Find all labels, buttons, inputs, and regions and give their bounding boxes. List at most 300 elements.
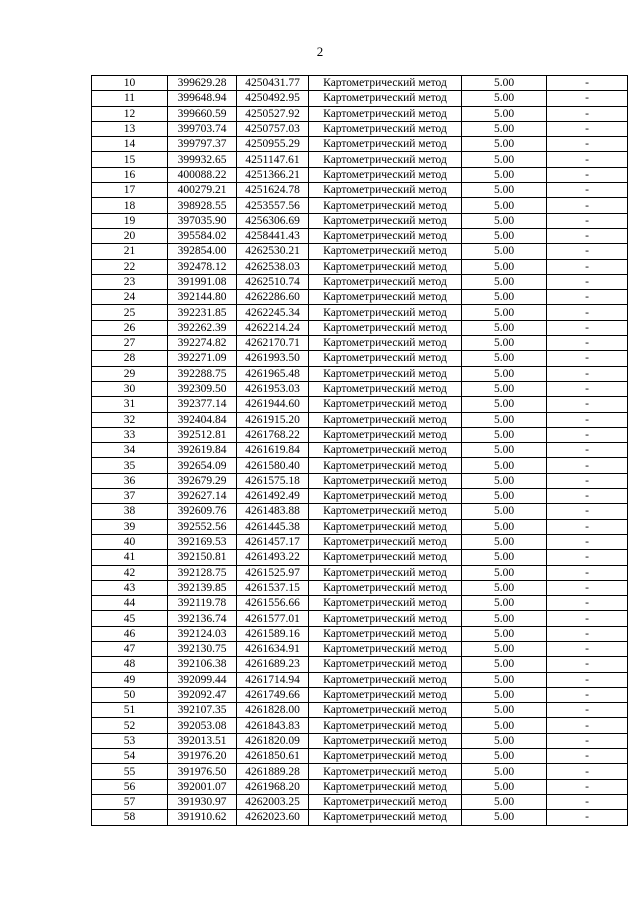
precision-cell: 5.00	[462, 641, 547, 656]
coordinate-y-cell: 4251624.78	[237, 183, 309, 198]
point-number-cell: 47	[92, 641, 168, 656]
table-row	[92, 121, 628, 136]
coordinate-x-cell: 392128.75	[168, 565, 237, 580]
point-number-cell: 28	[92, 351, 168, 366]
method-cell: Картометрический метод	[309, 320, 462, 335]
method-cell: Картометрический метод	[309, 672, 462, 687]
precision-cell: 5.00	[462, 611, 547, 626]
coordinate-y-cell: 4261968.20	[237, 779, 309, 794]
table-row	[92, 626, 628, 641]
precision-cell: 5.00	[462, 213, 547, 228]
method-cell: Картометрический метод	[309, 121, 462, 136]
point-number-cell: 38	[92, 504, 168, 519]
coordinate-x-cell: 392854.00	[168, 244, 237, 259]
coordinate-x-cell: 392552.56	[168, 519, 237, 534]
description-cell: -	[547, 381, 628, 396]
coordinate-y-cell: 4262023.60	[237, 810, 309, 825]
point-number-cell: 41	[92, 550, 168, 565]
precision-cell: 5.00	[462, 397, 547, 412]
precision-cell: 5.00	[462, 810, 547, 825]
table-row	[92, 91, 628, 106]
description-cell: -	[547, 336, 628, 351]
method-cell: Картометрический метод	[309, 213, 462, 228]
precision-cell: 5.00	[462, 244, 547, 259]
coordinate-x-cell: 392404.84	[168, 412, 237, 427]
coordinate-x-cell: 392107.35	[168, 703, 237, 718]
coordinate-x-cell: 392124.03	[168, 626, 237, 641]
coordinate-y-cell: 4261689.23	[237, 657, 309, 672]
coordinate-y-cell: 4250757.03	[237, 121, 309, 136]
coordinate-x-cell: 392092.47	[168, 687, 237, 702]
table-row	[92, 305, 628, 320]
coordinate-y-cell: 4261575.18	[237, 473, 309, 488]
coordinate-y-cell: 4261580.40	[237, 458, 309, 473]
precision-cell: 5.00	[462, 427, 547, 442]
precision-cell: 5.00	[462, 152, 547, 167]
description-cell: -	[547, 641, 628, 656]
coordinate-x-cell: 391991.08	[168, 274, 237, 289]
coordinate-x-cell: 399797.37	[168, 137, 237, 152]
table-row	[92, 183, 628, 198]
coordinate-y-cell: 4261556.66	[237, 596, 309, 611]
coordinate-y-cell: 4261843.83	[237, 718, 309, 733]
description-cell: -	[547, 244, 628, 259]
point-number-cell: 25	[92, 305, 168, 320]
coordinate-y-cell: 4261749.66	[237, 687, 309, 702]
method-cell: Картометрический метод	[309, 611, 462, 626]
coordinate-y-cell: 4250431.77	[237, 76, 309, 91]
method-cell: Картометрический метод	[309, 534, 462, 549]
coordinate-y-cell: 4250492.95	[237, 91, 309, 106]
point-number-cell: 15	[92, 152, 168, 167]
coordinate-y-cell: 4261850.61	[237, 749, 309, 764]
method-cell: Картометрический метод	[309, 779, 462, 794]
coordinate-x-cell: 392119.78	[168, 596, 237, 611]
coordinate-y-cell: 4261457.17	[237, 534, 309, 549]
description-cell: -	[547, 213, 628, 228]
point-number-cell: 26	[92, 320, 168, 335]
method-cell: Картометрический метод	[309, 106, 462, 121]
table-row	[92, 534, 628, 549]
method-cell: Картометрический метод	[309, 259, 462, 274]
description-cell: -	[547, 137, 628, 152]
table-row	[92, 565, 628, 580]
description-cell: -	[547, 672, 628, 687]
method-cell: Картометрический метод	[309, 137, 462, 152]
method-cell: Картометрический метод	[309, 657, 462, 672]
coordinate-x-cell: 399648.94	[168, 91, 237, 106]
description-cell: -	[547, 489, 628, 504]
coordinate-x-cell: 392130.75	[168, 641, 237, 656]
coordinate-y-cell: 4262214.24	[237, 320, 309, 335]
coordinate-x-cell: 392309.50	[168, 381, 237, 396]
table-row	[92, 687, 628, 702]
coordinate-y-cell: 4261915.20	[237, 412, 309, 427]
precision-cell: 5.00	[462, 228, 547, 243]
coordinate-x-cell: 392099.44	[168, 672, 237, 687]
coordinates-table-body	[92, 76, 628, 826]
table-row	[92, 764, 628, 779]
coordinate-y-cell: 4261965.48	[237, 366, 309, 381]
point-number-cell: 14	[92, 137, 168, 152]
precision-cell: 5.00	[462, 565, 547, 580]
coordinate-x-cell: 392271.09	[168, 351, 237, 366]
table-row	[92, 749, 628, 764]
description-cell: -	[547, 274, 628, 289]
coordinate-y-cell: 4261828.00	[237, 703, 309, 718]
point-number-cell: 54	[92, 749, 168, 764]
method-cell: Картометрический метод	[309, 473, 462, 488]
coordinate-y-cell: 4261525.97	[237, 565, 309, 580]
table-row	[92, 167, 628, 182]
description-cell: -	[547, 351, 628, 366]
coordinate-y-cell: 4261537.15	[237, 580, 309, 595]
coordinate-x-cell: 400279.21	[168, 183, 237, 198]
point-number-cell: 57	[92, 794, 168, 809]
coordinate-x-cell: 399629.28	[168, 76, 237, 91]
table-row	[92, 504, 628, 519]
point-number-cell: 23	[92, 274, 168, 289]
method-cell: Картометрический метод	[309, 183, 462, 198]
coordinate-y-cell: 4261889.28	[237, 764, 309, 779]
description-cell: -	[547, 152, 628, 167]
method-cell: Картометрический метод	[309, 519, 462, 534]
method-cell: Картометрический метод	[309, 458, 462, 473]
table-row	[92, 473, 628, 488]
description-cell: -	[547, 794, 628, 809]
coordinate-x-cell: 392106.38	[168, 657, 237, 672]
precision-cell: 5.00	[462, 703, 547, 718]
coordinate-x-cell: 392053.08	[168, 718, 237, 733]
coordinate-x-cell: 391910.62	[168, 810, 237, 825]
precision-cell: 5.00	[462, 764, 547, 779]
coordinate-x-cell: 392679.29	[168, 473, 237, 488]
method-cell: Картометрический метод	[309, 290, 462, 305]
description-cell: -	[547, 228, 628, 243]
point-number-cell: 27	[92, 336, 168, 351]
point-number-cell: 52	[92, 718, 168, 733]
method-cell: Картометрический метод	[309, 749, 462, 764]
precision-cell: 5.00	[462, 259, 547, 274]
point-number-cell: 22	[92, 259, 168, 274]
table-row	[92, 672, 628, 687]
table-row	[92, 794, 628, 809]
coordinate-y-cell: 4261577.01	[237, 611, 309, 626]
coordinate-x-cell: 392001.07	[168, 779, 237, 794]
method-cell: Картометрический метод	[309, 244, 462, 259]
coordinate-y-cell: 4262286.60	[237, 290, 309, 305]
table-row	[92, 580, 628, 595]
point-number-cell: 44	[92, 596, 168, 611]
precision-cell: 5.00	[462, 320, 547, 335]
coordinate-y-cell: 4261492.49	[237, 489, 309, 504]
precision-cell: 5.00	[462, 749, 547, 764]
description-cell: -	[547, 779, 628, 794]
table-row	[92, 397, 628, 412]
description-cell: -	[547, 657, 628, 672]
method-cell: Картометрический метод	[309, 366, 462, 381]
table-row	[92, 596, 628, 611]
precision-cell: 5.00	[462, 305, 547, 320]
coordinate-x-cell: 392150.81	[168, 550, 237, 565]
coordinate-x-cell: 392262.39	[168, 320, 237, 335]
description-cell: -	[547, 183, 628, 198]
method-cell: Картометрический метод	[309, 810, 462, 825]
table-row	[92, 412, 628, 427]
coordinate-y-cell: 4262003.25	[237, 794, 309, 809]
method-cell: Картометрический метод	[309, 167, 462, 182]
coordinate-x-cell: 392288.75	[168, 366, 237, 381]
coordinate-y-cell: 4253557.56	[237, 198, 309, 213]
point-number-cell: 56	[92, 779, 168, 794]
table-row	[92, 519, 628, 534]
coordinate-x-cell: 392139.85	[168, 580, 237, 595]
description-cell: -	[547, 810, 628, 825]
point-number-cell: 12	[92, 106, 168, 121]
precision-cell: 5.00	[462, 121, 547, 136]
description-cell: -	[547, 320, 628, 335]
method-cell: Картометрический метод	[309, 733, 462, 748]
method-cell: Картометрический метод	[309, 504, 462, 519]
precision-cell: 5.00	[462, 550, 547, 565]
table-row	[92, 106, 628, 121]
point-number-cell: 39	[92, 519, 168, 534]
precision-cell: 5.00	[462, 489, 547, 504]
description-cell: -	[547, 764, 628, 779]
coordinate-y-cell: 4258441.43	[237, 228, 309, 243]
coordinate-y-cell: 4261944.60	[237, 397, 309, 412]
description-cell: -	[547, 91, 628, 106]
coordinate-y-cell: 4262510.74	[237, 274, 309, 289]
coordinate-y-cell: 4261493.22	[237, 550, 309, 565]
precision-cell: 5.00	[462, 794, 547, 809]
coordinate-x-cell: 400088.22	[168, 167, 237, 182]
description-cell: -	[547, 259, 628, 274]
description-cell: -	[547, 703, 628, 718]
precision-cell: 5.00	[462, 198, 547, 213]
method-cell: Картометрический метод	[309, 764, 462, 779]
coordinate-x-cell: 391930.97	[168, 794, 237, 809]
table-row	[92, 611, 628, 626]
table-row	[92, 550, 628, 565]
coordinate-x-cell: 392478.12	[168, 259, 237, 274]
precision-cell: 5.00	[462, 351, 547, 366]
description-cell: -	[547, 534, 628, 549]
table-row	[92, 366, 628, 381]
coordinate-y-cell: 4261483.88	[237, 504, 309, 519]
point-number-cell: 10	[92, 76, 168, 91]
precision-cell: 5.00	[462, 626, 547, 641]
method-cell: Картометрический метод	[309, 550, 462, 565]
point-number-cell: 45	[92, 611, 168, 626]
coordinate-y-cell: 4256306.69	[237, 213, 309, 228]
table-row	[92, 137, 628, 152]
coordinate-x-cell: 392144.80	[168, 290, 237, 305]
coordinate-x-cell: 392136.74	[168, 611, 237, 626]
description-cell: -	[547, 596, 628, 611]
description-cell: -	[547, 626, 628, 641]
coordinate-y-cell: 4251366.21	[237, 167, 309, 182]
point-number-cell: 40	[92, 534, 168, 549]
table-row	[92, 152, 628, 167]
point-number-cell: 20	[92, 228, 168, 243]
table-row	[92, 320, 628, 335]
table-row	[92, 810, 628, 825]
description-cell: -	[547, 167, 628, 182]
method-cell: Картометрический метод	[309, 381, 462, 396]
coordinate-y-cell: 4261619.84	[237, 443, 309, 458]
precision-cell: 5.00	[462, 183, 547, 198]
point-number-cell: 18	[92, 198, 168, 213]
description-cell: -	[547, 565, 628, 580]
table-row	[92, 244, 628, 259]
description-cell: -	[547, 305, 628, 320]
point-number-cell: 42	[92, 565, 168, 580]
coordinate-x-cell: 398928.55	[168, 198, 237, 213]
precision-cell: 5.00	[462, 657, 547, 672]
table-row	[92, 274, 628, 289]
table-row	[92, 458, 628, 473]
coordinate-x-cell: 392377.14	[168, 397, 237, 412]
coordinate-y-cell: 4262530.21	[237, 244, 309, 259]
point-number-cell: 21	[92, 244, 168, 259]
description-cell: -	[547, 290, 628, 305]
precision-cell: 5.00	[462, 381, 547, 396]
coordinate-x-cell: 395584.02	[168, 228, 237, 243]
coordinate-x-cell: 397035.90	[168, 213, 237, 228]
precision-cell: 5.00	[462, 733, 547, 748]
description-cell: -	[547, 718, 628, 733]
point-number-cell: 16	[92, 167, 168, 182]
point-number-cell: 36	[92, 473, 168, 488]
method-cell: Картометрический метод	[309, 305, 462, 320]
precision-cell: 5.00	[462, 473, 547, 488]
coordinate-x-cell: 392619.84	[168, 443, 237, 458]
coordinate-x-cell: 391976.20	[168, 749, 237, 764]
method-cell: Картометрический метод	[309, 198, 462, 213]
coordinate-x-cell: 391976.50	[168, 764, 237, 779]
description-cell: -	[547, 412, 628, 427]
precision-cell: 5.00	[462, 779, 547, 794]
table-row	[92, 641, 628, 656]
page-number: 2	[316, 44, 324, 59]
table-row	[92, 718, 628, 733]
precision-cell: 5.00	[462, 534, 547, 549]
coordinate-x-cell: 392013.51	[168, 733, 237, 748]
precision-cell: 5.00	[462, 580, 547, 595]
method-cell: Картометрический метод	[309, 794, 462, 809]
point-number-cell: 50	[92, 687, 168, 702]
precision-cell: 5.00	[462, 519, 547, 534]
method-cell: Картометрический метод	[309, 580, 462, 595]
coordinate-x-cell: 392609.76	[168, 504, 237, 519]
description-cell: -	[547, 366, 628, 381]
method-cell: Картометрический метод	[309, 565, 462, 580]
coordinate-y-cell: 4261634.91	[237, 641, 309, 656]
table-row	[92, 228, 628, 243]
point-number-cell: 48	[92, 657, 168, 672]
table-row	[92, 351, 628, 366]
point-number-cell: 30	[92, 381, 168, 396]
table-row	[92, 733, 628, 748]
table-row	[92, 381, 628, 396]
point-number-cell: 53	[92, 733, 168, 748]
description-cell: -	[547, 687, 628, 702]
point-number-cell: 58	[92, 810, 168, 825]
coordinate-y-cell: 4251147.61	[237, 152, 309, 167]
coordinate-x-cell: 392231.85	[168, 305, 237, 320]
precision-cell: 5.00	[462, 718, 547, 733]
point-number-cell: 35	[92, 458, 168, 473]
point-number-cell: 19	[92, 213, 168, 228]
coordinate-y-cell: 4261993.50	[237, 351, 309, 366]
method-cell: Картометрический метод	[309, 443, 462, 458]
description-cell: -	[547, 121, 628, 136]
description-cell: -	[547, 504, 628, 519]
table-row	[92, 290, 628, 305]
point-number-cell: 37	[92, 489, 168, 504]
coordinate-y-cell: 4250527.92	[237, 106, 309, 121]
description-cell: -	[547, 733, 628, 748]
table-row	[92, 427, 628, 442]
description-cell: -	[547, 397, 628, 412]
description-cell: -	[547, 749, 628, 764]
table-row	[92, 489, 628, 504]
point-number-cell: 31	[92, 397, 168, 412]
coordinate-y-cell: 4261714.94	[237, 672, 309, 687]
description-cell: -	[547, 427, 628, 442]
description-cell: -	[547, 198, 628, 213]
method-cell: Картометрический метод	[309, 274, 462, 289]
point-number-cell: 51	[92, 703, 168, 718]
coordinate-x-cell: 392627.14	[168, 489, 237, 504]
method-cell: Картометрический метод	[309, 427, 462, 442]
table-row	[92, 779, 628, 794]
point-number-cell: 11	[92, 91, 168, 106]
precision-cell: 5.00	[462, 91, 547, 106]
method-cell: Картометрический метод	[309, 152, 462, 167]
method-cell: Картометрический метод	[309, 91, 462, 106]
description-cell: -	[547, 519, 628, 534]
precision-cell: 5.00	[462, 458, 547, 473]
precision-cell: 5.00	[462, 290, 547, 305]
method-cell: Картометрический метод	[309, 687, 462, 702]
precision-cell: 5.00	[462, 366, 547, 381]
table-row	[92, 703, 628, 718]
table-row	[92, 336, 628, 351]
description-cell: -	[547, 580, 628, 595]
precision-cell: 5.00	[462, 596, 547, 611]
point-number-cell: 33	[92, 427, 168, 442]
point-number-cell: 49	[92, 672, 168, 687]
precision-cell: 5.00	[462, 687, 547, 702]
point-number-cell: 43	[92, 580, 168, 595]
precision-cell: 5.00	[462, 167, 547, 182]
precision-cell: 5.00	[462, 137, 547, 152]
coordinate-x-cell: 399932.65	[168, 152, 237, 167]
method-cell: Картометрический метод	[309, 228, 462, 243]
method-cell: Картометрический метод	[309, 351, 462, 366]
precision-cell: 5.00	[462, 106, 547, 121]
table-row	[92, 259, 628, 274]
coordinate-y-cell: 4261820.09	[237, 733, 309, 748]
method-cell: Картометрический метод	[309, 641, 462, 656]
table-row	[92, 198, 628, 213]
coordinate-y-cell: 4261953.03	[237, 381, 309, 396]
table-row	[92, 76, 628, 91]
table-row	[92, 213, 628, 228]
precision-cell: 5.00	[462, 412, 547, 427]
